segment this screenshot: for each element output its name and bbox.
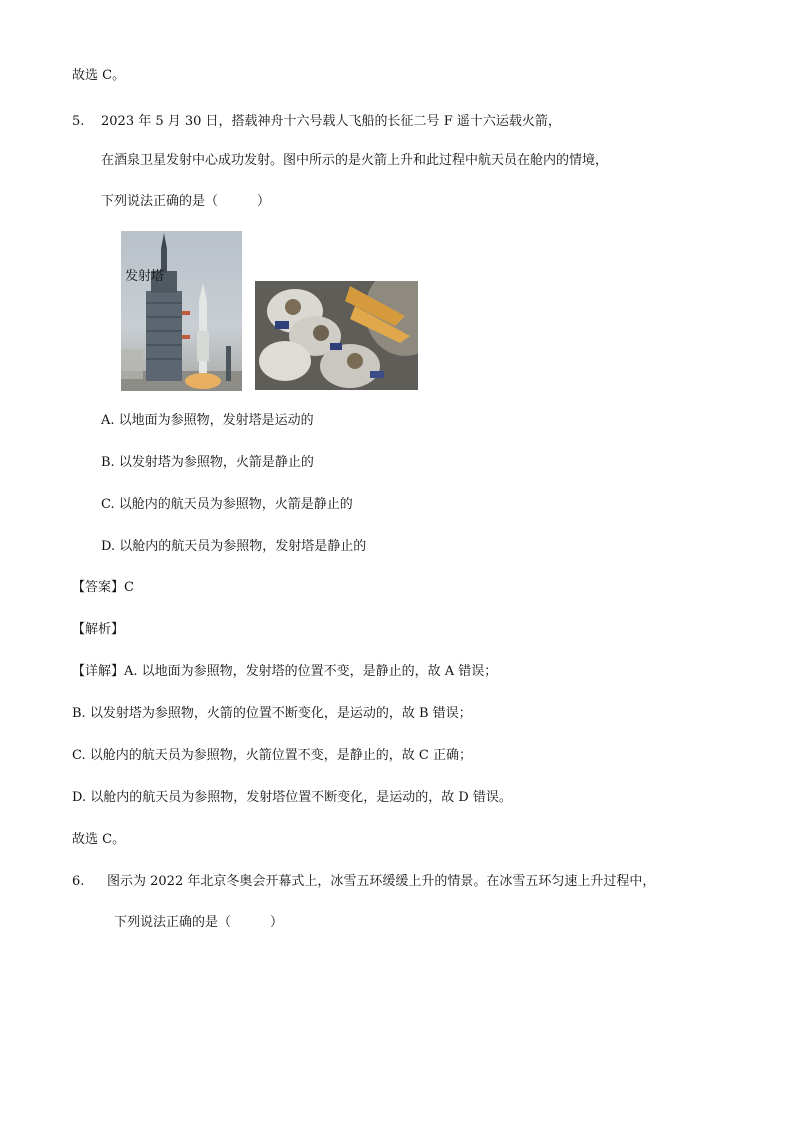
question-text: 下列说法正确的是（ ） xyxy=(101,194,271,209)
astronauts-illustration xyxy=(255,281,418,390)
question-text: 图示为 2022 年北京冬奥会开幕式上，冰雪五环缓缓上升的情景。在冰雪五环匀速上升过程中， xyxy=(107,874,656,889)
option-a: A. 以地面为参照物，发射塔是运动的 xyxy=(101,413,314,428)
conclusion-text: 故选 C。 xyxy=(72,68,126,83)
question-number: 5. xyxy=(72,114,85,129)
launch-tower-illustration xyxy=(121,231,242,391)
astronauts-cabin-photo xyxy=(255,281,418,390)
question-number: 6. xyxy=(72,874,85,889)
question-text: 在酒泉卫星发射中心成功发射。图中所示的是火箭上升和此过程中航天员在舱内的情境， xyxy=(101,153,609,168)
detail-d: D. 以舱内的航天员为参照物，发射塔位置不断变化，是运动的，故 D 错误。 xyxy=(72,790,512,805)
launch-tower-label: 发射塔 xyxy=(125,269,165,284)
answer-label: 【答案】C xyxy=(72,580,134,595)
launch-tower-photo xyxy=(121,231,242,391)
question-text: 下列说法正确的是（ ） xyxy=(114,915,284,930)
detail-c: C. 以舱内的航天员为参照物，火箭位置不变，是静止的，故 C 正确； xyxy=(72,748,472,763)
option-b: B. 以发射塔为参照物，火箭是静止的 xyxy=(101,455,314,470)
conclusion-text: 故选 C。 xyxy=(72,832,126,847)
option-d: D. 以舱内的航天员为参照物，发射塔是静止的 xyxy=(101,539,367,554)
detail-a: 【详解】A. 以地面为参照物，发射塔的位置不变，是静止的，故 A 错误； xyxy=(72,664,498,679)
question-text: 2023 年 5 月 30 日，搭载神舟十六号载人飞船的长征二号 F 遥十六运载火箭， xyxy=(101,114,561,129)
detail-b: B. 以发射塔为参照物，火箭的位置不断变化，是运动的，故 B 错误； xyxy=(72,706,472,721)
option-c: C. 以舱内的航天员为参照物，火箭是静止的 xyxy=(101,497,353,512)
analysis-label: 【解析】 xyxy=(72,622,125,637)
